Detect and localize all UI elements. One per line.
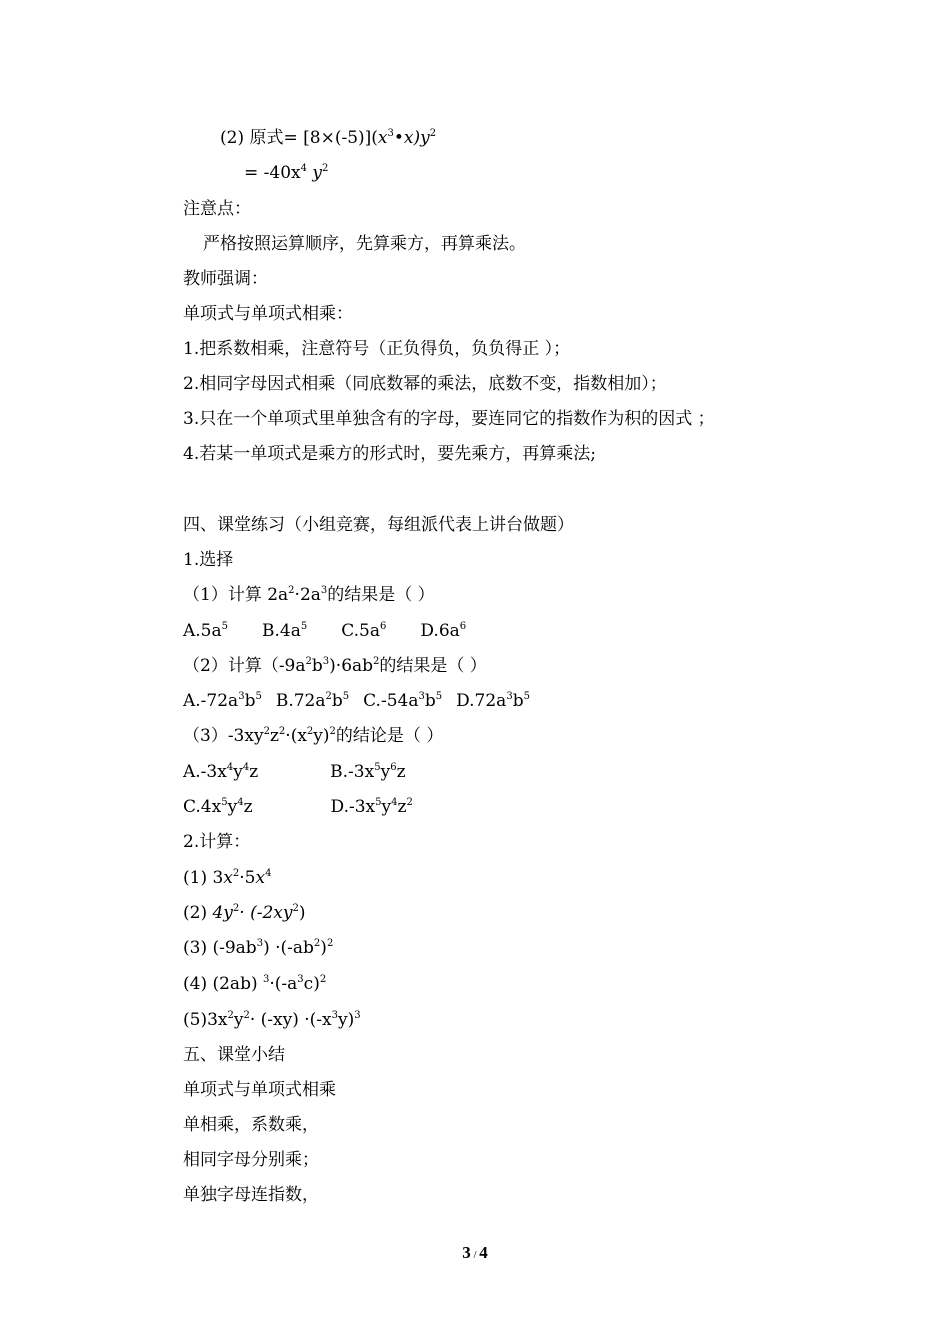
solution-line-2: = $-40x^4$ $y^2$ — [244, 163, 329, 183]
section-5-heading: 五、课堂小结 — [183, 1045, 285, 1065]
choose-heading: 1.选择 — [183, 550, 234, 570]
teacher-title: 教师强调： — [183, 269, 268, 289]
calc-3: (3) $(-9ab^3) \cdot(-ab^2)^2$ — [183, 938, 334, 958]
rule-1: 1.把系数相乘，注意符号（正负得负，负负得正 ）； — [183, 339, 571, 359]
summary-line-3: 相同字母分别乘； — [183, 1150, 319, 1170]
summary-line-1: 单项式与单项式相乘 — [183, 1080, 336, 1100]
rule-4: 4.若某一单项式是乘方的形式时，要先乘方，再算乘法; — [183, 444, 596, 464]
rule-2: 2.相同字母因式相乘（同底数幂的乘法，底数不变，指数相加）； — [183, 374, 667, 394]
question-2: （2）计算$(-9a^2b^3)\cdot 6ab^2$的结果是（ ） — [183, 656, 487, 676]
summary-line-4: 单独字母连指数， — [183, 1185, 319, 1205]
question-1: （1）计算 $2a^2\cdot 2a^3$的结果是（ ） — [183, 585, 435, 605]
notes-text: 严格按照运算顺序，先算乘方，再算乘法。 — [203, 234, 526, 254]
rule-title: 单项式与单项式相乘： — [183, 304, 353, 324]
question-3-options-cd: $C.4x^5y^4z$ $D.-3x^5y^4z^2$ — [183, 797, 413, 817]
calc-5: $(5)3x^2y^2\cdot (-xy) \cdot(-x^3y)^3$ — [183, 1010, 361, 1030]
section-4-heading: 四、课堂练习（小组竞赛，每组派代表上讲台做题） — [183, 515, 574, 535]
page-number: 3 / 4 — [462, 1243, 488, 1262]
summary-line-2: 单相乘，系数乘， — [183, 1115, 319, 1135]
calc-2: (2) $4y^2\cdot (-2xy^2)$ — [183, 903, 306, 923]
solution-line-1: (2) 原式= $[8\times(-5)](x^3•x)y^2$ — [220, 128, 437, 148]
notes-title: 注意点： — [183, 199, 251, 219]
question-3: $(3)-3xy^2z^2\cdot(x^2y)^2$的结论是（ ） — [183, 726, 444, 746]
calc-heading: 2.计算： — [183, 832, 251, 852]
question-3-options-ab: $A.-3x^4y^4z$ $B.-3x^5y^6z$ — [183, 762, 406, 782]
rule-3: 3.只在一个单项式里单独含有的字母，要连同它的指数作为积的因式 ； — [183, 409, 715, 429]
question-2-options: $A.-72a^3b^5$ $B.72a^2b^5$ $C.-54a^3b^5$ $D.72a^3b^5$ — [183, 691, 530, 711]
calc-1: (1) $3x^2\cdot 5x^4$ — [183, 868, 272, 888]
calc-4: (4) (2ab) $^3\cdot(-a^3c)^2$ — [183, 974, 327, 994]
question-1-options: $A.5a^5$ $B.4a^5$ $C.5a^6$ $D.6a^6$ — [183, 621, 467, 641]
